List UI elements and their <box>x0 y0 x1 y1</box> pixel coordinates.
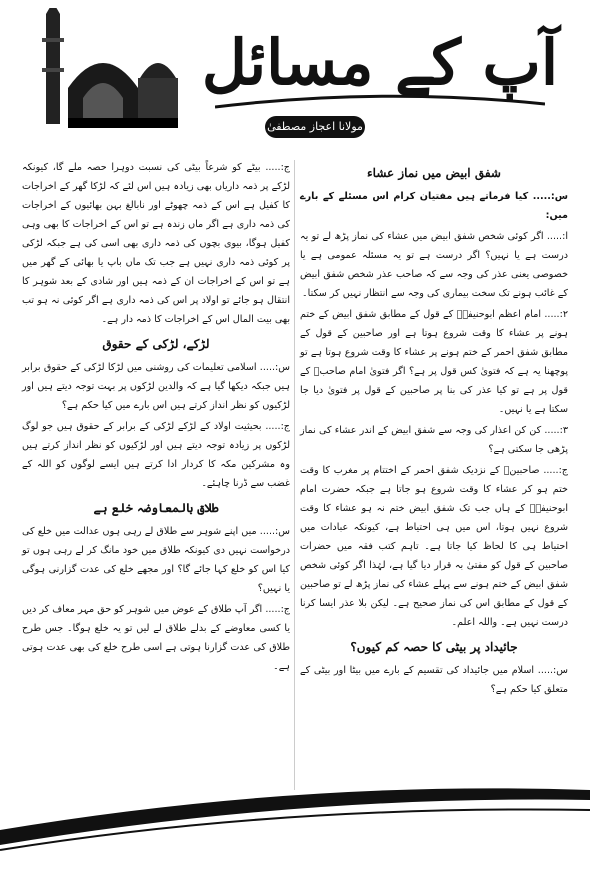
section-heading: طلاق بالمعاوضہ خلع ہے <box>93 501 219 515</box>
paragraph: ج:..... بحیثیت اولاد کے لڑکے لڑکی کے برابر کے حقوق ہیں جو لوگ لڑکوں پر زیادہ توجہ دیتے ہیں اور لڑکیوں کو نظر انداز کرتے ہیں وہ مشرکین مکہ کا کردار ادا کرتے ہیں ایسے لوگوں کو اللہ کے غضب سے ڈرنا چاہئے۔ <box>22 421 290 489</box>
section-heading: جائیداد پر بیٹی کا حصہ کم کیوں؟ <box>350 640 518 654</box>
question-text: س:..... کیا فرماتے ہیں مفتیان کرام اس مسئلے کے بارے میں: <box>300 191 568 221</box>
paragraph: ج:..... بیٹے کو شرعاً بیٹی کی نسبت دوہرا حصہ ملے گا، کیونکہ لڑکے پر ذمہ داریاں بھی زیادہ ہیں اس لئے کہ لڑکا گھر کے اخراجات کا کفیل ہے اس کے ذمہ چھوٹے اور نابالغ بہن بھائیوں کے اخراجات کی ذمہ داری ہے اگر ماں زندہ ہے تو اس کے اخراجات کا بھی وہی کفیل ہوگا، بیوی بچوں کی ذمہ داری بھی اسی کی ہے جبکہ لڑکی پر کوئی ذمہ داری نہیں ہے جب تک ماں باپ یا بھائی کے گھر میں ہے تو اس کے اخراجات ان کے ذمہ ہیں اور شادی کے بعد شوہر کا انتقال ہو جائے تو اولاد پر اس کی ذمہ داری ہے اگر کوئی نہ ہو تب بھی بیت المال اس کے اخراجات کا ذمہ دار ہے۔ <box>22 162 290 325</box>
paragraph: س:..... اسلامی تعلیمات کی روشنی میں لڑکا لڑکی کے حقوق برابر ہیں جبکہ دیکھا گیا ہے کہ والدین لڑکوں پر بہت توجہ دیتے ہیں اور لڑکیوں کو نظر انداز کرتے ہیں اس بارے میں کیا حکم ہے؟ <box>22 362 290 411</box>
paragraph: ا:..... اگر کوئی شخص شفق ابیض میں عشاء کی نماز پڑھ لے تو یہ درست ہے یا نہیں؟ اگر درست ہے تو یہ مسئلہ عمومی ہے یا خصوصی یعنی عذر کی وجہ سے کہ صاحب عذر شخص شفق ابیض کے غائب ہونے تک سخت بیماری کی وجہ سے انتظار نہیں کر سکتا۔ <box>300 231 568 299</box>
title-swoosh <box>215 92 545 112</box>
mosque-illustration <box>28 8 178 128</box>
author-badge: مولانا اعجاز مصطفیٰ <box>265 116 365 138</box>
page-title: آپ کے مسائل <box>201 26 559 99</box>
section-heading: لڑکے، لڑکی کے حقوق <box>102 337 210 351</box>
right-column <box>300 158 568 701</box>
footer-swoosh <box>0 770 590 869</box>
paragraph: ج:..... صاحبینؒ کے نزدیک شفق احمر کے اختتام پر مغرب کا وقت ختم ہو کر عشاء کا وقت شروع ہو جاتا ہے جبکہ حضرت امام ابوحنیفہؒ کے ہاں جب تک شفق ابیض ختم نہ ہو عشاء کا وقت شروع نہیں ہوتا، اس میں ہی احتیاط ہے، کیونکہ عبادات میں احتیاط ہی کا لحاظ کیا جاتا ہے۔ تاہم کتب فقہ میں حضرات صاحبین کے قول کو مفتیٰ بہ قرار دیا گیا ہے، لہٰذا اگر کوئی شخص شفق ابیض کے ختم ہونے سے پہلے عشاء کی نماز پڑھ لے تو صاحبین کے قول کے مطابق اس کی نماز صحیح ہے۔ لیکن بلا عذر ایسا کرنا درست نہیں ہے۔ واللہ اعلم۔ <box>300 465 568 628</box>
paragraph: ج:..... اگر آپ طلاق کے عوض میں شوہر کو حق مہر معاف کر دیں یا کسی معاوضے کے بدلے طلاق لے لیں تو یہ خلع ہوگا۔ جس طرح طلاق کی عدت گزارنا ہوتی ہے اسی طرح خلع کی بھی عدت ہوتی ہے۔ <box>22 604 290 672</box>
paragraph: س:..... میں اپنے شوہر سے طلاق لے رہی ہوں عدالت میں خلع کی درخواست نہیں دی کیونکہ طلاق میں خود مانگ کر لے رہی ہوں تو کیا اس کو خلع کہا جائے گا؟ اور مجھے خلع کی عدت گزارنی ہوگی یا نہیں؟ <box>22 526 290 594</box>
column-divider <box>294 160 295 790</box>
left-column <box>22 158 290 678</box>
section-heading: شفق ابیض میں نماز عشاء <box>367 166 501 180</box>
paragraph: ۲:..... امام اعظم ابوحنیفہؒ کے قول کے مطابق شفق ابیض کے ختم ہونے پر عشاء کا وقت شروع ہوتا ہے اور صاحبین کے قول کے مطابق شفق احمر کے ختم ہونے پر عشاء کا وقت شروع ہوتا ہے تو پوچھنا یہ ہے کہ فتویٰ کس قول پر ہے؟ اگر فتویٰ امام صاحبؒ کے قول پر ہے تو کیا عذر کی بنا پر صاحبین کے قول پر فتویٰ دیا جا سکتا ہے یا نہیں۔ <box>300 309 568 415</box>
paragraph: ۳:..... کن کن اعذار کی وجہ سے شفق ابیض کے اندر عشاء کی نماز پڑھی جا سکتی ہے؟ <box>300 425 568 455</box>
page-header <box>0 0 590 150</box>
paragraph: س:..... اسلام میں جائیداد کی تقسیم کے بارے میں بیٹا اور بیٹی کے متعلق کیا حکم ہے؟ <box>300 665 568 695</box>
